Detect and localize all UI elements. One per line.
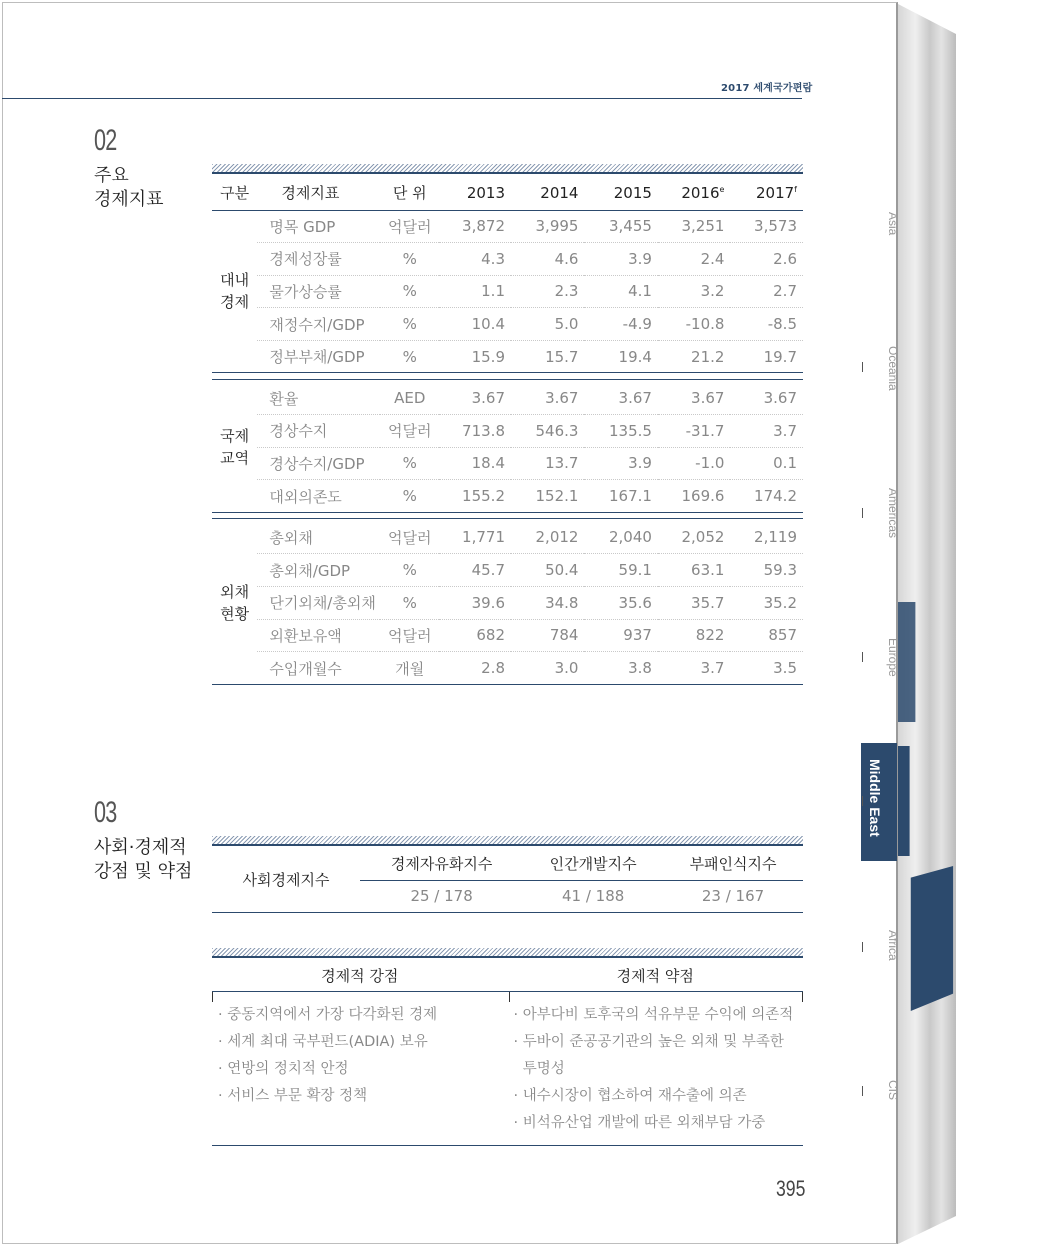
unit-cell: % bbox=[402, 347, 417, 366]
value-cell: 3.67 bbox=[511, 382, 584, 415]
running-title: 2017 세계국가편람 bbox=[721, 83, 813, 94]
table-row bbox=[212, 521, 803, 554]
side-tab[interactable]: Americas bbox=[886, 488, 900, 539]
index-header: 경제자유화지수 bbox=[360, 848, 523, 880]
value-cell: 135.5 bbox=[584, 415, 657, 448]
tab-divider-tick bbox=[862, 362, 863, 372]
side-tab-active[interactable]: Middle East bbox=[861, 743, 897, 861]
value-cell: -10.8 bbox=[658, 308, 731, 341]
value-cell: 63.1 bbox=[658, 554, 731, 587]
table-row bbox=[212, 619, 803, 652]
value-cell: 15.7 bbox=[545, 347, 579, 366]
value-cell: 35.7 bbox=[658, 587, 731, 620]
value-cell: 713.8 bbox=[439, 415, 511, 448]
value-cell: 3.9 bbox=[584, 243, 657, 276]
value-cell: 4.1 bbox=[584, 275, 657, 308]
value-cell: 0.1 bbox=[730, 447, 803, 480]
indicator-name: 총외채 bbox=[257, 521, 380, 554]
value-cell: 18.4 bbox=[439, 447, 511, 480]
group-separator bbox=[212, 512, 803, 521]
tab-divider-tick bbox=[862, 942, 863, 952]
value-cell: 2.8 bbox=[439, 652, 511, 685]
value-cell: 3.2 bbox=[658, 275, 731, 308]
unit-cell: 억달러 bbox=[380, 619, 439, 652]
value-cell: 45.7 bbox=[439, 554, 511, 587]
table-row bbox=[212, 340, 803, 373]
value-cell: -8.5 bbox=[730, 308, 803, 341]
col-header: 2015 bbox=[584, 176, 657, 210]
indicator-name: 경상수지 bbox=[257, 415, 380, 448]
col-header: 2016e bbox=[658, 176, 731, 210]
indicator-name: 총외채/GDP bbox=[257, 554, 380, 587]
weakness-item: · 두바이 준공공기관의 높은 외채 및 부족한 bbox=[513, 1034, 784, 1050]
indicator-name: 환율 bbox=[257, 382, 380, 415]
table-row bbox=[212, 554, 803, 587]
book-edge bbox=[898, 4, 956, 1244]
unit-cell: 억달러 bbox=[380, 521, 439, 554]
side-tab[interactable]: Europe bbox=[886, 638, 900, 677]
table-row bbox=[212, 382, 803, 415]
indicator-name: 수입개월수 bbox=[257, 652, 380, 685]
strength-item: · 중동지역에서 가장 다각화된 경제 bbox=[218, 1007, 438, 1023]
unit-cell: % bbox=[380, 447, 439, 480]
col-header: 2017$^f$ bbox=[730, 176, 803, 210]
group-separator bbox=[212, 373, 803, 382]
value-cell: 3.67 bbox=[730, 382, 803, 415]
unit-cell: 억달러 bbox=[380, 415, 439, 448]
unit-cell: 억달러 bbox=[380, 210, 439, 243]
value-cell: 152.1 bbox=[535, 487, 579, 506]
value-cell: 35.2 bbox=[730, 587, 803, 620]
side-tab[interactable]: Oceania bbox=[886, 346, 900, 391]
value-cell: 59.3 bbox=[730, 554, 803, 587]
tab-divider-tick bbox=[862, 508, 863, 518]
table-row bbox=[212, 275, 803, 308]
value-cell: 13.7 bbox=[511, 447, 584, 480]
table-top-hatch bbox=[212, 948, 803, 958]
value-cell: 3.9 bbox=[584, 447, 657, 480]
tab-divider-tick bbox=[862, 796, 863, 806]
section-title: 사회·경제적 강점 및 약점 bbox=[94, 837, 193, 882]
value-cell: 4.3 bbox=[439, 243, 511, 276]
weakness-item: · 내수시장이 협소하여 재수출에 의존 bbox=[513, 1088, 747, 1104]
value-cell: 2,052 bbox=[658, 521, 731, 554]
value-cell: 546.3 bbox=[511, 415, 584, 448]
side-tab[interactable]: Africa bbox=[886, 930, 900, 961]
col-header: 구분 bbox=[212, 176, 257, 210]
value-cell: 167.1 bbox=[608, 487, 652, 506]
value-cell: -4.9 bbox=[584, 308, 657, 341]
value-cell: 4.6 bbox=[511, 243, 584, 276]
value-cell: 19.7 bbox=[763, 347, 797, 366]
value-cell: 169.6 bbox=[681, 487, 725, 506]
weakness-item: · 아부다비 토후국의 석유부문 수익에 의존적 bbox=[513, 1007, 794, 1023]
col-header: 단 위 bbox=[380, 176, 439, 210]
value-cell: 50.4 bbox=[511, 554, 584, 587]
value-cell: 2.4 bbox=[658, 243, 731, 276]
table-row bbox=[212, 447, 803, 480]
value-cell: 3,455 bbox=[584, 210, 657, 243]
value-cell: 59.1 bbox=[584, 554, 657, 587]
indicator-name: 명목 GDP bbox=[257, 210, 380, 243]
unit-cell: 개월 bbox=[380, 652, 439, 685]
weakness-item: · 비석유산업 개발에 따른 외채부담 가중 bbox=[513, 1115, 766, 1131]
value-cell: 2,040 bbox=[584, 521, 657, 554]
section-number: 03 bbox=[94, 796, 117, 829]
section-title: 주요 경제지표 bbox=[94, 165, 164, 210]
value-cell: 19.4 bbox=[618, 347, 652, 366]
indicator-name: 대외의존도 bbox=[269, 487, 342, 506]
strength-item: · 연방의 정치적 안정 bbox=[218, 1061, 349, 1077]
value-cell: 682 bbox=[439, 619, 511, 652]
unit-cell: % bbox=[380, 554, 439, 587]
value-cell: 2,012 bbox=[511, 521, 584, 554]
value-cell: -31.7 bbox=[658, 415, 731, 448]
tab-divider-tick bbox=[862, 652, 863, 662]
value-cell: 2.6 bbox=[730, 243, 803, 276]
value-cell: 3.67 bbox=[439, 382, 511, 415]
tab-divider-tick bbox=[862, 1086, 863, 1096]
group-label: 외채 현황 bbox=[212, 521, 257, 684]
value-cell: 5.0 bbox=[511, 308, 584, 341]
strengths-title: 경제적 강점 bbox=[321, 967, 399, 985]
col-header: 경제지표 bbox=[257, 176, 380, 210]
value-cell: 3.0 bbox=[511, 652, 584, 685]
value-cell: 3,995 bbox=[511, 210, 584, 243]
group-label: 국제 교역 bbox=[220, 426, 250, 467]
side-tab[interactable]: Asia bbox=[886, 212, 900, 236]
value-cell: 35.6 bbox=[584, 587, 657, 620]
value-cell: 10.4 bbox=[439, 308, 511, 341]
strength-item: · 세계 최대 국부펀드(ADIA) 보유 bbox=[218, 1034, 428, 1050]
value-cell: 857 bbox=[730, 619, 803, 652]
indicator-name: 경상수지/GDP bbox=[257, 447, 380, 480]
index-header: 인간개발지수 bbox=[523, 848, 663, 880]
indicator-name: 단기외채/총외채 bbox=[257, 587, 380, 620]
strength-item: · 서비스 부문 확장 정책 bbox=[218, 1088, 368, 1104]
value-cell: 3,251 bbox=[658, 210, 731, 243]
value-cell: 3.67 bbox=[658, 382, 731, 415]
indicator-name: 경제성장률 bbox=[257, 243, 380, 276]
value-cell: 784 bbox=[511, 619, 584, 652]
table-row bbox=[212, 308, 803, 341]
value-cell: 3.7 bbox=[730, 415, 803, 448]
table-header-row bbox=[212, 176, 803, 210]
table-row bbox=[212, 480, 803, 513]
header-rule bbox=[2, 98, 802, 99]
value-cell: 1.1 bbox=[439, 275, 511, 308]
table-top-hatch bbox=[212, 164, 803, 174]
value-cell: -1.0 bbox=[658, 447, 731, 480]
value-cell: 3.7 bbox=[658, 652, 731, 685]
indicator-name: 재정수지/GDP bbox=[257, 308, 380, 341]
unit-cell: % bbox=[380, 275, 439, 308]
index-header: 부패인식지수 bbox=[663, 848, 803, 880]
col-header: 2013 bbox=[439, 176, 511, 210]
value-cell: 3,573 bbox=[730, 210, 803, 243]
social-economic-index-table bbox=[212, 848, 803, 913]
table-row bbox=[212, 210, 803, 243]
economic-indicators-table bbox=[212, 176, 803, 685]
unit-cell: % bbox=[402, 487, 417, 506]
value-cell: 2.3 bbox=[511, 275, 584, 308]
value-cell: 3.5 bbox=[730, 652, 803, 685]
unit-cell: % bbox=[380, 308, 439, 341]
page-number: 395 bbox=[776, 1176, 806, 1201]
indicator-name: 물가상승률 bbox=[257, 275, 380, 308]
section-number: 02 bbox=[94, 124, 117, 157]
weakness-item: 투명성 bbox=[513, 1061, 565, 1077]
col-header: 2014 bbox=[511, 176, 584, 210]
indicator-name: 외환보유액 bbox=[257, 619, 380, 652]
table-top-hatch bbox=[212, 836, 803, 846]
weaknesses-list bbox=[508, 1002, 804, 1137]
index-value: 25 / 178 bbox=[360, 880, 523, 912]
table-row bbox=[212, 415, 803, 448]
side-tab[interactable]: CIS bbox=[886, 1080, 900, 1101]
group-label: 대내 경제 bbox=[220, 271, 250, 312]
index-value: 23 / 167 bbox=[663, 880, 803, 912]
unit-cell: AED bbox=[380, 382, 439, 415]
value-cell: 174.2 bbox=[754, 487, 797, 506]
strengths-weaknesses bbox=[212, 960, 803, 1146]
value-cell: 34.8 bbox=[511, 587, 584, 620]
unit-cell: % bbox=[380, 587, 439, 620]
index-row-label: 사회경제지수 bbox=[212, 848, 360, 912]
value-cell: 2.7 bbox=[730, 275, 803, 308]
index-value: 41 / 188 bbox=[523, 880, 663, 912]
table-row bbox=[212, 587, 803, 620]
value-cell: 2,119 bbox=[730, 521, 803, 554]
value-cell: 937 bbox=[584, 619, 657, 652]
table-row bbox=[212, 243, 803, 276]
value-cell: 15.9 bbox=[471, 347, 505, 366]
unit-cell: % bbox=[380, 243, 439, 276]
value-cell: 155.2 bbox=[462, 487, 505, 506]
indicator-name: 정부부채/GDP bbox=[269, 348, 365, 367]
value-cell: 3.67 bbox=[584, 382, 657, 415]
value-cell: 39.6 bbox=[439, 587, 511, 620]
weaknesses-title: 경제적 약점 bbox=[616, 967, 694, 985]
strengths-list bbox=[212, 1002, 508, 1137]
value-cell: 3.8 bbox=[584, 652, 657, 685]
table-row bbox=[212, 652, 803, 685]
value-cell: 3,872 bbox=[439, 210, 511, 243]
value-cell: 1,771 bbox=[439, 521, 511, 554]
value-cell: 21.2 bbox=[691, 347, 725, 366]
value-cell: 822 bbox=[658, 619, 731, 652]
